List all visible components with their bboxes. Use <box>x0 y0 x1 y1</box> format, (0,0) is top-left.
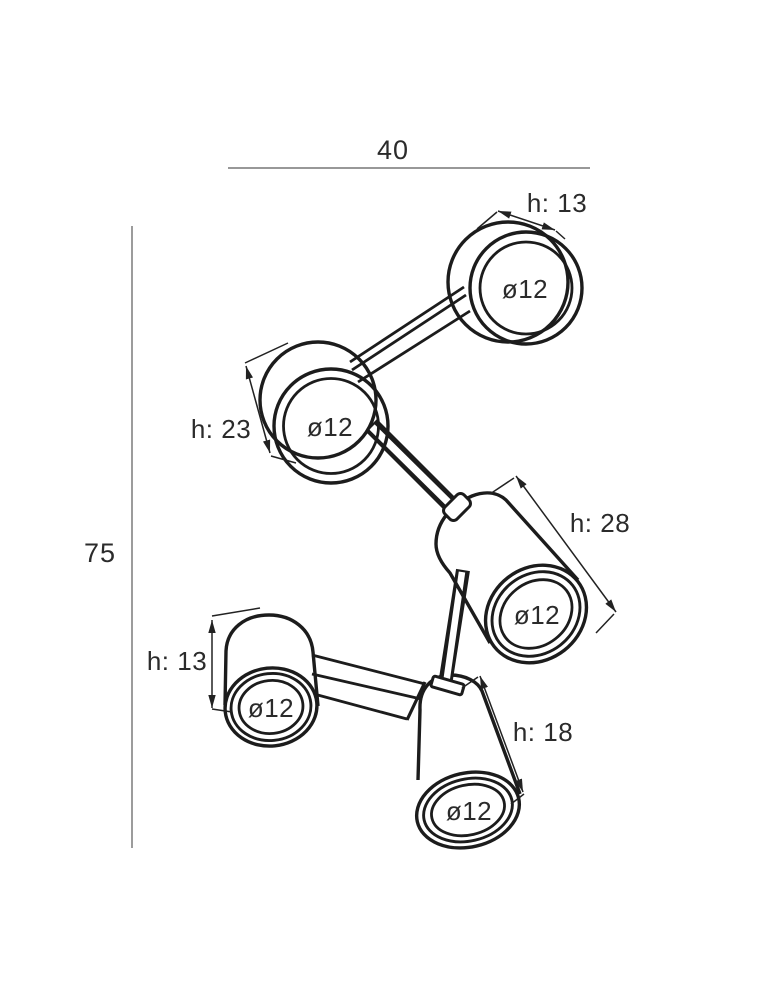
height-label: h: 23 <box>190 414 252 444</box>
extension-line <box>556 231 565 239</box>
arm-edge <box>312 655 425 684</box>
spot-upper-left-diameter-label: ø12 <box>306 412 354 442</box>
height-label: h: 13 <box>146 646 208 676</box>
height-label: h: 18 <box>512 717 574 747</box>
arm-bottom-left <box>312 655 425 720</box>
spotlight-bottom-right <box>409 675 527 858</box>
extension-line <box>212 608 260 616</box>
spot-top-right-diameter-label: ø12 <box>501 274 549 304</box>
overall-width-label: 40 <box>376 135 410 165</box>
extension-line <box>212 709 232 712</box>
height-label: h: 28 <box>569 508 631 538</box>
spot-bottom-right-diameter-label: ø12 <box>445 796 493 826</box>
arm-highlight <box>352 295 466 370</box>
extension-line <box>490 478 514 494</box>
arm-edge <box>314 694 407 719</box>
height-label: h: 13 <box>526 188 588 218</box>
arm-end-cap <box>407 682 425 720</box>
rod-core <box>372 427 450 504</box>
spot-body <box>418 675 520 794</box>
extension-line <box>596 614 614 633</box>
overall-height-label: 75 <box>83 538 117 568</box>
spot-bottom-left-diameter-label: ø12 <box>247 693 295 723</box>
spotlight-bottom-left <box>221 615 321 751</box>
spot-middle-right-diameter-label: ø12 <box>513 600 561 630</box>
rod-end-cap <box>431 676 465 695</box>
height-dimensions <box>147 188 630 804</box>
